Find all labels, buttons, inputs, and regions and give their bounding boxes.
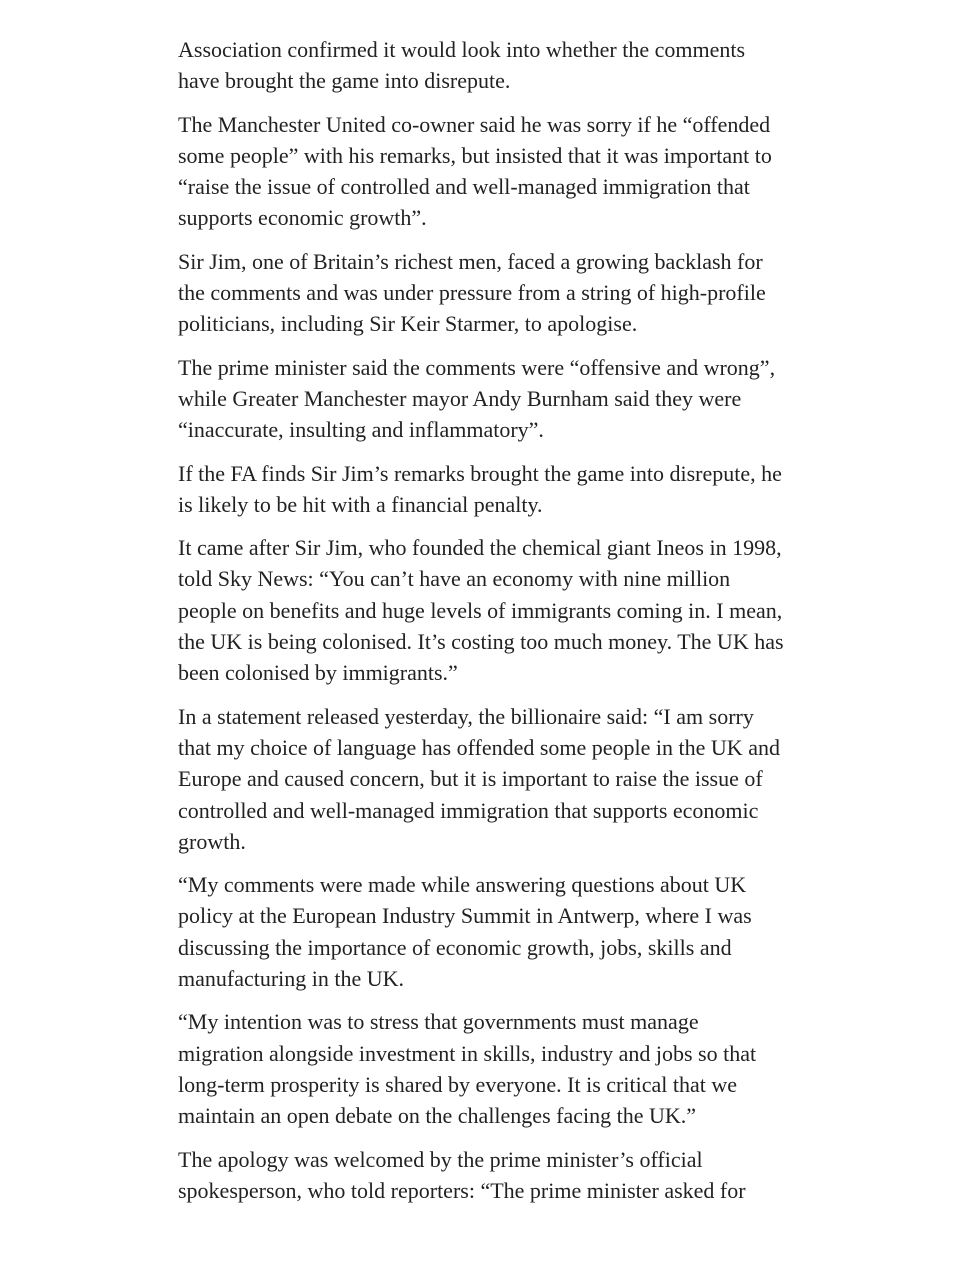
article-paragraph: The Manchester United co-owner said he was sorry if he “offended some people” with his remarks, but insisted that it was important to “raise the issue of controlled and well-managed immigration that supports economic growth”.: [178, 111, 772, 231]
article-paragraph: “My comments were made while answering questions about UK policy at the European Industry Summit in Antwerp, where I was discussing the importance of economic growth, jobs, skills and manufacturing in the UK.: [178, 872, 752, 992]
article-paragraph: It came after Sir Jim, who founded the chemical giant Ineos in 1998, told Sky News: “You can’t have an economy with nine million people on benefits and huge levels of immigrants coming in. I mean, the UK is being colonised. It’s costing too much money. The UK has been colonised by immigrants.”: [178, 535, 784, 686]
article-paragraph: Association confirmed it would look into whether the comments have brought the game into disrepute.: [178, 37, 746, 94]
article-paragraph: In a statement released yesterday, the billionaire said: “I am sorry that my choice of language has offended some people in the UK and Europe and caused concern, but it is important to raise the issue of controlled and well-managed immigration that supports economic growth.: [178, 703, 780, 854]
article-paragraph: The prime minister said the comments were “offensive and wrong”, while Greater Manchester mayor Andy Burnham said they were “inaccurate, insulting and inflammatory”.: [178, 354, 776, 443]
article-paragraph: The apology was welcomed by the prime minister’s official spokesperson, who told reporters: “The prime minister asked for: [178, 1146, 746, 1203]
article-paragraph: Sir Jim, one of Britain’s richest men, faced a growing backlash for the comments and was under pressure from a string of high-profile politicians, including Sir Keir Starmer, to apologise.: [178, 248, 766, 337]
article-paragraph: “My intention was to stress that governments must manage migration alongside investment in skills, industry and jobs so that long-term prosperity is shared by everyone. It is critical that we maintain an open debate on the challenges facing the UK.”: [178, 1009, 757, 1129]
article-body: [178, 34, 784, 1218]
article-paragraph: If the FA finds Sir Jim’s remarks brought the game into disrepute, he is likely to be hit with a financial penalty.: [178, 460, 782, 517]
